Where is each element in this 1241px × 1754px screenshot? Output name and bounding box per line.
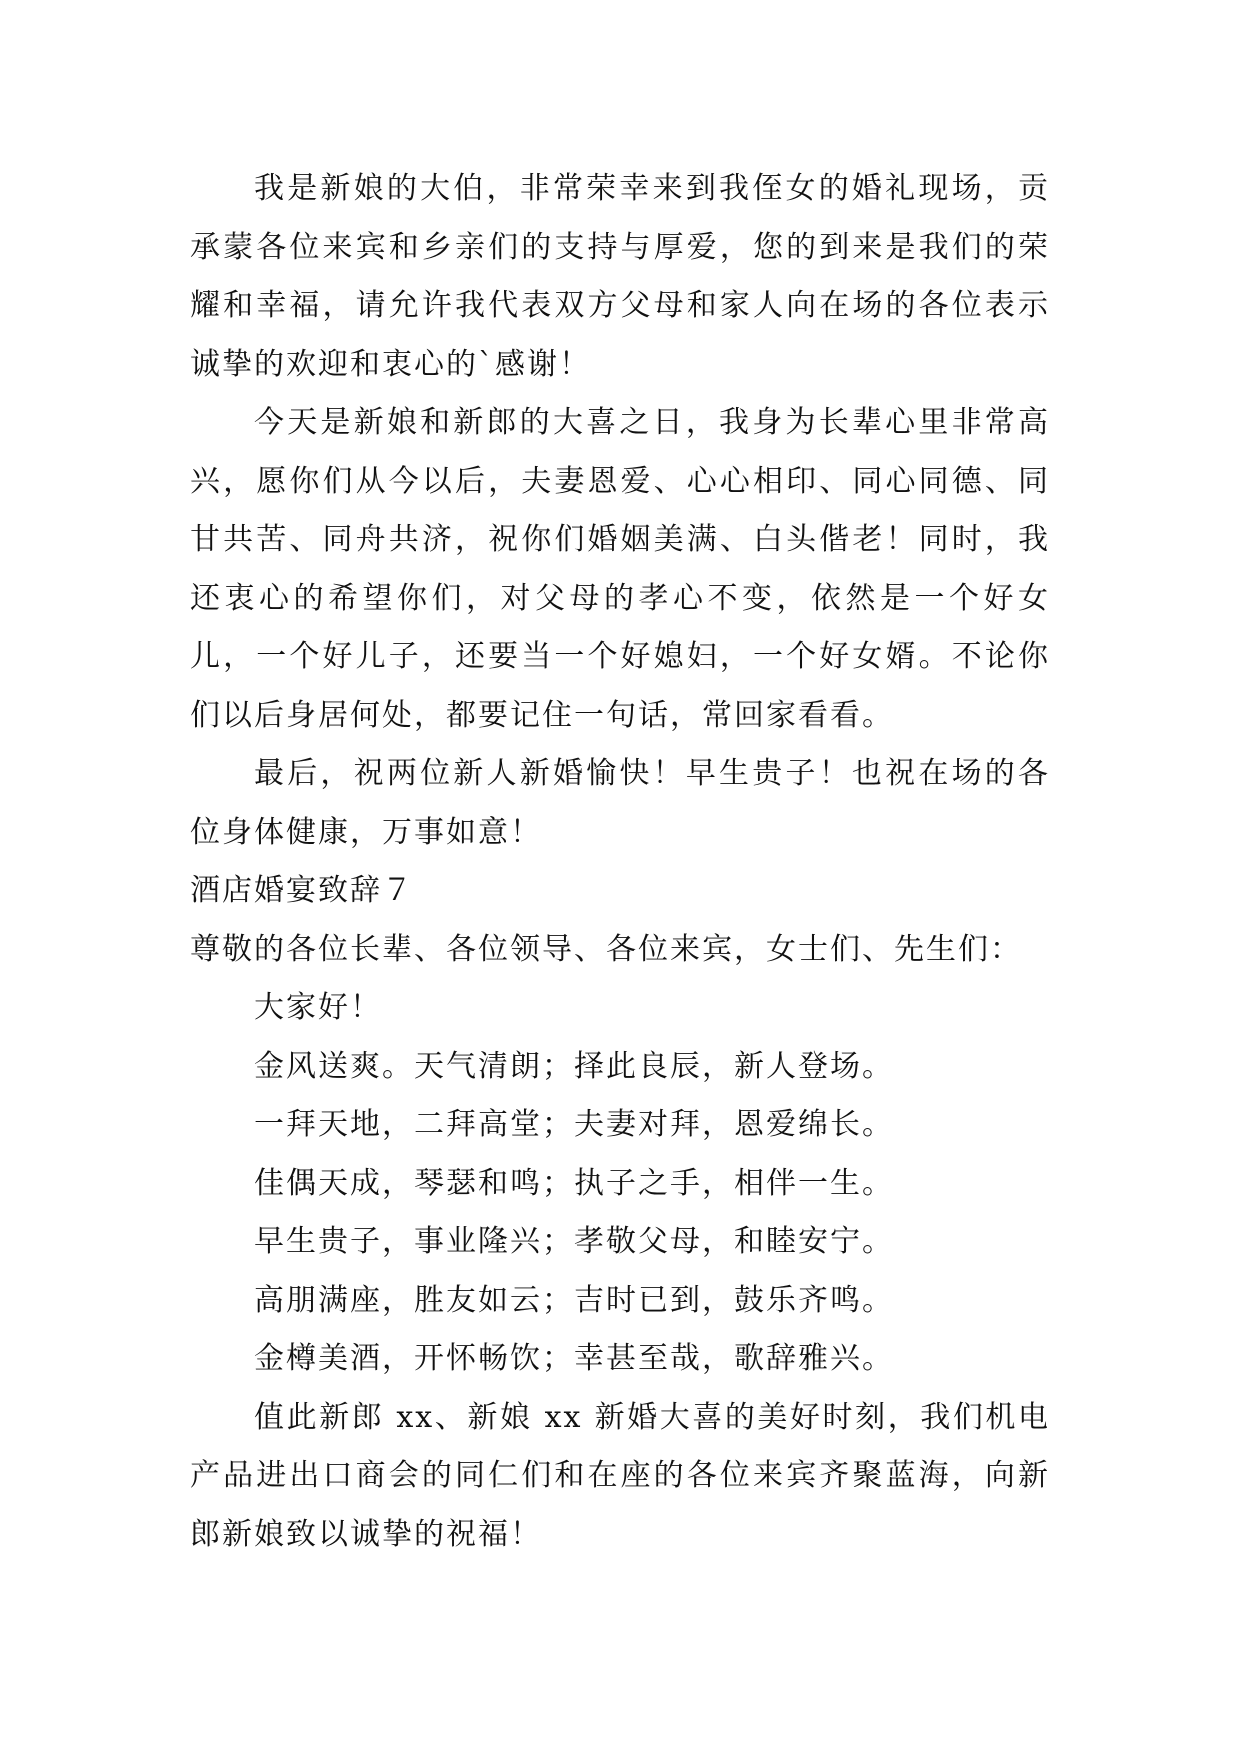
paragraph-congratulation: 值此新郎 xx、新娘 xx 新婚大喜的美好时刻，我们机电产品进出口商会的同仁们和在座的各位来宾齐聚蓝海，向新郎新娘致以诚挚的祝福！ xyxy=(190,1399,1050,1552)
paragraph-closing: 最后，祝两位新人新婚愉快！早生贵子！也祝在场的各位身体健康，万事如意！ xyxy=(190,756,1050,850)
paragraph-blessing: 今天是新娘和新郎的大喜之日，我身为长辈心里非常高兴，愿你们从今以后，夫妻恩爱、心心相印、同心同德、同甘共苦、同舟共济，祝你们婚姻美满、白头偕老！同时，我还衷心的希望你们，对父母的孝心不变，依然是一个好女儿，一个好儿子，还要当一个好媳妇，一个好女婿。不论你们以后身居何处，都要记住一句话，常回家看看。 xyxy=(190,405,1050,733)
verse-line-6: 金樽美酒，开怀畅饮；幸甚至哉，歌辞雅兴。 xyxy=(254,1341,894,1376)
verse-line-3: 佳偶天成，琴瑟和鸣；执子之手，相伴一生。 xyxy=(254,1165,894,1201)
greeting: 大家好！ xyxy=(254,990,382,1025)
verse-line-5: 高朋满座，胜友如云；吉时已到，鼓乐齐鸣。 xyxy=(254,1282,894,1318)
section-heading: 酒店婚宴致辞７ xyxy=(190,873,414,908)
verse-line-4: 早生贵子，事业隆兴；孝敬父母，和睦安宁。 xyxy=(254,1224,894,1259)
verse-line-1: 金风送爽。天气清朗；择此良辰，新人登场。 xyxy=(254,1048,894,1084)
verse-line-2: 一拜天地，二拜高堂；夫妻对拜，恩爱绵长。 xyxy=(254,1107,894,1142)
document-body xyxy=(190,160,1050,1564)
paragraph-welcome: 我是新娘的大伯，非常荣幸来到我侄女的婚礼现场，贡承蒙各位来宾和乡亲们的支持与厚爱，您的到来是我们的荣耀和幸福，请允许我代表双方父母和家人向在场的各位表示诚挚的欢迎和衷心的`感谢！ xyxy=(190,171,1050,382)
salutation: 尊敬的各位长辈、各位领导、各位来宾，女士们、先生们： xyxy=(190,931,1022,967)
